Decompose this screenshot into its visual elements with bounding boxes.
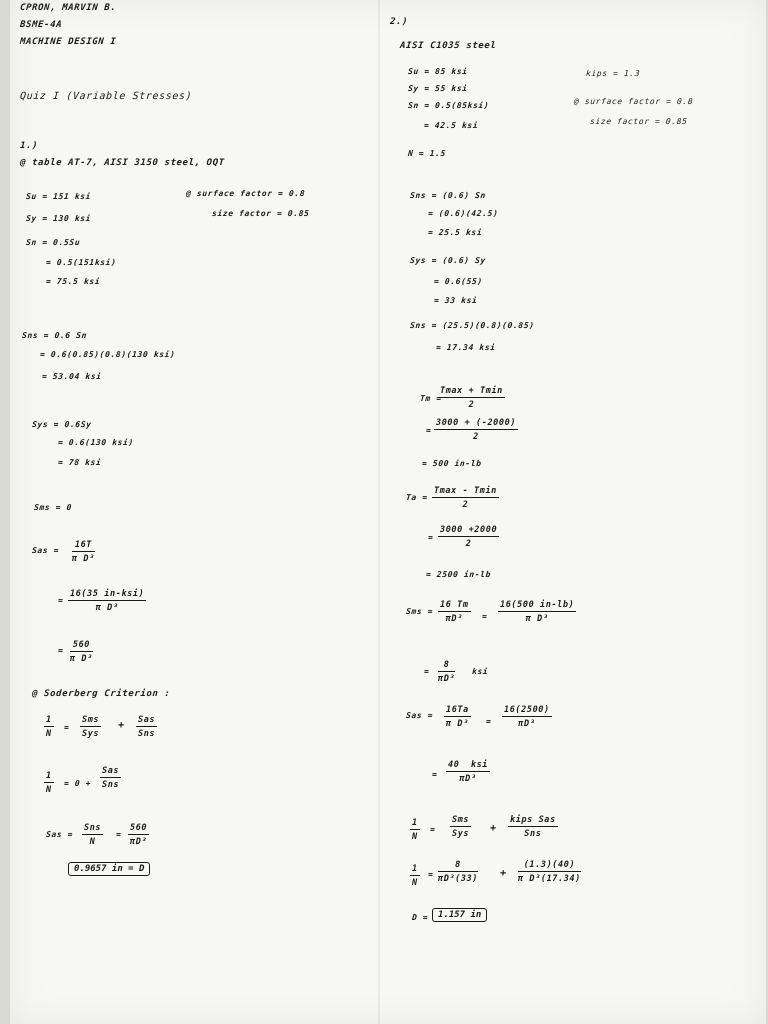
p1-c3-lhs: Sas = xyxy=(45,830,74,839)
p1-c2-lhs-den: N xyxy=(46,785,52,795)
p1-c1-a-den: Sys xyxy=(82,729,100,739)
p2-ta2-den: 2 xyxy=(465,539,472,549)
p1-c1-lhs-den: N xyxy=(46,729,52,739)
p1-c3-a-num: Sns xyxy=(84,823,102,833)
p2-size-factor: size factor = 0.85 xyxy=(589,117,688,126)
p2-c1-term-b xyxy=(508,815,558,839)
p2-c2-a-den: πD³(33) xyxy=(438,874,479,884)
p2-sns-result: = 25.5 ksi xyxy=(427,228,483,237)
p2-c2-term-b xyxy=(518,860,581,884)
p1-c3-b-den: πD³ xyxy=(130,837,148,847)
p1-criterion-heading: @ Soderberg Criterion : xyxy=(31,689,171,699)
p1-sn-result: = 75.5 ksi xyxy=(45,277,101,286)
p2-sms3-unit: ksi xyxy=(471,667,489,676)
p1-sas2-lhs: = xyxy=(57,596,64,605)
p2-ta2-fraction xyxy=(438,525,499,549)
p2-c1-b-num: kips Sas xyxy=(510,815,556,825)
p1-c1-a-num: Sms xyxy=(82,715,100,725)
p2-sms-lhs: Sms = xyxy=(405,607,434,616)
p1-c3-eq: = xyxy=(115,830,122,839)
p1-sns-sub: = 0.6(0.85)(0.8)(130 ksi) xyxy=(39,350,176,359)
p1-sns-formula: Sns = 0.6 Sn xyxy=(21,331,88,340)
p2-sas3-den: πD³ xyxy=(459,774,477,784)
p2-sas2-num: 16(2500) xyxy=(504,705,550,715)
p1-c1-b-den: Sns xyxy=(138,729,156,739)
p2-c1-a-num: Sms xyxy=(452,815,470,825)
p2-ta-result: = 2500 in-lb xyxy=(425,570,492,579)
p2-sn-result: = 42.5 ksi xyxy=(423,121,479,130)
p2-sas-lhs: Sas = xyxy=(405,711,434,720)
p1-surface-factor: @ surface factor = 0.8 xyxy=(185,189,306,198)
p2-tm-fraction xyxy=(438,386,505,410)
p1-c3-b-num: 560 xyxy=(130,823,148,833)
p2-c1-lhs-den: N xyxy=(412,832,418,842)
section: BSME-4A xyxy=(19,20,63,30)
p2-tm-lhs: Tm = xyxy=(419,394,442,403)
p2-tm2-fraction xyxy=(434,418,518,442)
p2-sms3-den: πD³ xyxy=(438,674,456,684)
p2-tm2-num: 3000 + (-2000) xyxy=(436,418,517,428)
p1-sys-sub: = 0.6(130 ksi) xyxy=(57,438,135,447)
page-fold xyxy=(378,0,380,1024)
p1-c1-plus: + xyxy=(117,720,126,731)
p1-c1-lhs-num: 1 xyxy=(46,715,52,725)
p2-c1-eq: = xyxy=(429,825,436,834)
problem-1-number: 1.) xyxy=(19,141,39,151)
p1-sas2-den: π D³ xyxy=(95,603,119,613)
p2-c2-eq: = xyxy=(427,870,434,879)
p2-c1-a-den: Sys xyxy=(452,829,470,839)
p2-c1-b-den: Sns xyxy=(524,829,542,839)
p1-c3-term-b xyxy=(128,823,149,847)
p1-sys-result: = 78 ksi xyxy=(57,458,102,467)
p2-sms-den: πD³ xyxy=(445,614,463,624)
p1-sas2-num: 16(35 in-ksi) xyxy=(70,589,145,599)
p1-sas-lhs: Sas = xyxy=(31,546,60,555)
p2-sms-fraction xyxy=(438,600,471,624)
p2-sms-num: 16 Tm xyxy=(440,600,469,610)
p1-c3-term-a xyxy=(82,823,103,847)
p2-sns-sub: = (0.6)(42.5) xyxy=(427,209,499,218)
p1-sas-den: π D³ xyxy=(72,554,95,564)
p2-sy: Sy = 55 ksi xyxy=(407,84,468,93)
p2-surface-factor: @ surface factor = 0.8 xyxy=(573,97,694,106)
p2-sas2-den: πD³ xyxy=(518,719,536,729)
student-name: CPRON, MARVIN B. xyxy=(19,3,117,13)
p2-sms3-lhs: = xyxy=(423,667,430,676)
p2-final-answer: 1.157 in xyxy=(432,908,487,922)
p1-c1-term-b xyxy=(136,715,157,739)
p1-c3-a-den: N xyxy=(89,837,96,847)
p1-c2-lhs-num: 1 xyxy=(46,771,52,781)
p2-sas2-fraction xyxy=(502,705,552,729)
p2-sas3-lhs: = xyxy=(431,770,438,779)
p2-sas-num: 16Ta xyxy=(446,705,469,715)
p1-sms: Sms = 0 xyxy=(33,503,73,512)
problem-1-given: @ table AT-7, AISI 3150 steel, OQT xyxy=(19,158,225,168)
p2-sms3-num: 8 xyxy=(438,660,455,672)
p2-sas-fraction xyxy=(444,705,471,729)
problem-2-number: 2.) xyxy=(389,17,409,27)
quiz-title: Quiz I (Variable Stresses) xyxy=(19,91,193,102)
p2-c2-lhs-den: N xyxy=(412,878,418,888)
p2-tm-den: 2 xyxy=(468,400,475,410)
p1-sns-result: = 53.04 ksi xyxy=(41,372,102,381)
p2-sas-den: π D³ xyxy=(446,719,469,729)
p2-ta-fraction xyxy=(432,486,499,510)
p1-sn-formula: Sn = 0.5Su xyxy=(25,238,81,247)
p1-c2-b-den: Sns xyxy=(102,780,120,790)
p1-c1-b-num: Sas xyxy=(138,715,156,725)
p2-c2-term-a xyxy=(438,860,478,884)
p2-c1-lhs-num: 1 xyxy=(412,818,418,828)
p1-c2-mid: = 0 + xyxy=(63,779,92,788)
p2-sys-formula: Sys = (0.6) Sy xyxy=(409,256,487,265)
p2-ta2-lhs: = xyxy=(427,533,434,542)
p2-su: Su = 85 ksi xyxy=(407,67,468,76)
p2-sms2-num: 16(500 in-lb) xyxy=(500,600,575,610)
p2-sn-sub: Sn = 0.5(85ksi) xyxy=(407,101,490,110)
p1-sn-sub: = 0.5(151ksi) xyxy=(45,258,117,267)
p2-sns-formula: Sns = (0.6) Sn xyxy=(409,191,487,200)
p2-c2-plus: + xyxy=(499,868,508,879)
p2-c2-lhs xyxy=(410,864,420,888)
course-title: MACHINE DESIGN I xyxy=(19,37,117,47)
p2-tm2-den: 2 xyxy=(473,432,479,442)
p2-sms2-den: π D³ xyxy=(525,614,549,624)
p2-sas-eq: = xyxy=(485,717,492,726)
p1-sas3-num: 560 xyxy=(70,640,93,652)
problem-2-given: AISI C1035 steel xyxy=(399,41,497,51)
p1-sys-formula: Sys = 0.6Sy xyxy=(31,420,92,429)
p2-c2-lhs-num: 1 xyxy=(412,864,418,874)
p2-ta-lhs: Ta = xyxy=(405,493,428,502)
p1-sas3-den: π D³ xyxy=(70,654,93,664)
p2-c2-b-den: π D³(17.34) xyxy=(518,874,581,884)
p1-final-answer: 0.9657 in = D xyxy=(68,862,150,876)
p2-c1-term-a xyxy=(450,815,471,839)
p2-tm2-lhs: = xyxy=(425,426,432,435)
p1-su: Su = 151 ksi xyxy=(25,192,92,201)
p2-sns-corrected: Sns = (25.5)(0.8)(0.85) xyxy=(409,321,535,330)
p1-sas-num: 16T xyxy=(72,540,95,552)
p1-sas2-fraction xyxy=(68,589,146,613)
p1-sy: Sy = 130 ksi xyxy=(25,214,92,223)
p2-sys-sub: = 0.6(55) xyxy=(433,277,484,286)
p2-sms3-fraction xyxy=(438,660,455,684)
p1-size-factor: size factor = 0.85 xyxy=(211,209,310,218)
p2-c1-plus: + xyxy=(489,823,498,834)
p1-c1-lhs xyxy=(44,715,54,739)
p2-n: N = 1.5 xyxy=(407,149,447,158)
p1-sas3-fraction xyxy=(70,640,93,664)
p2-c2-a-num: 8 xyxy=(438,860,478,872)
p2-c1-lhs xyxy=(410,818,420,842)
p2-c2-b-num: (1.3)(40) xyxy=(518,860,581,872)
p2-ta2-num: 3000 +2000 xyxy=(440,525,498,535)
p1-c2-lhs xyxy=(44,771,54,795)
p1-c2-term-b xyxy=(100,766,121,790)
p2-sns-corrected-result: = 17.34 ksi xyxy=(435,343,496,352)
p2-answer-lhs: D = xyxy=(411,913,429,922)
p2-tm-result: = 500 in-lb xyxy=(421,459,482,468)
p2-tm-num: Tmax + Tmin xyxy=(440,386,503,396)
p2-sys-result: = 33 ksi xyxy=(433,296,478,305)
p2-sas3-num: 40 ksi xyxy=(448,760,489,770)
p2-kips: kips = 1.3 xyxy=(585,69,641,78)
p2-ta-num: Tmax - Tmin xyxy=(434,486,497,496)
p1-sas-fraction xyxy=(72,540,95,564)
p1-sas3-lhs: = xyxy=(57,646,64,655)
p2-ta-den: 2 xyxy=(462,500,469,510)
p1-c2-b-num: Sas xyxy=(102,766,120,776)
p1-c1-term-a xyxy=(80,715,101,739)
p1-c1-eq: = xyxy=(63,723,70,732)
p2-sas3-fraction xyxy=(446,760,490,784)
p2-sms-eq: = xyxy=(481,612,488,621)
p2-sms2-fraction xyxy=(498,600,576,624)
